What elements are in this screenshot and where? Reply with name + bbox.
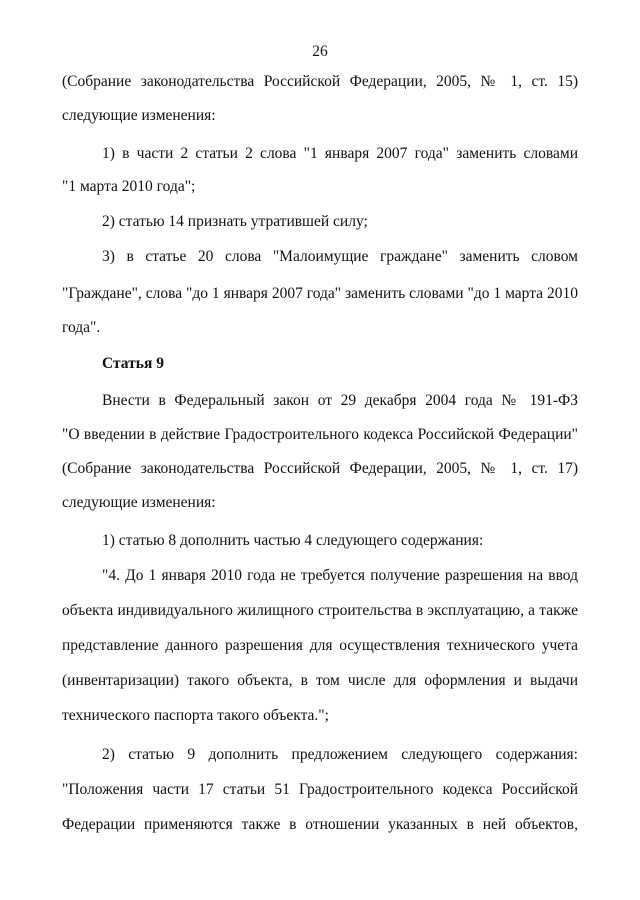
page-number: 26: [312, 43, 328, 60]
text-line: представление данного разрешения для осуществления технического учета: [62, 637, 578, 654]
text-line: технического паспорта такого объекта.";: [62, 707, 329, 724]
text-line: Федерации применяются также в отношении указанных в ней объектов,: [62, 816, 578, 833]
text-line: Внести в Федеральный закон от 29 декабря 2004 года № 191-ФЗ: [102, 392, 578, 409]
text-line: (инвентаризации) такого объекта, в том числе для оформления и выдачи: [62, 672, 578, 689]
text-line: (Собрание законодательства Российской Федерации, 2005, № 1, ст. 17): [62, 460, 578, 477]
text-line: 2) статью 9 дополнить предложением следующего содержания:: [102, 746, 578, 763]
text-line: 2) статью 14 признать утратившей силу;: [102, 213, 368, 230]
text-line: "4. До 1 января 2010 года не требуется получение разрешения на ввод: [102, 567, 578, 584]
text-line: следующие изменения:: [62, 494, 216, 511]
text-line: года".: [62, 319, 101, 336]
text-line: следующие изменения:: [62, 107, 216, 124]
text-line: 1) статью 8 дополнить частью 4 следующего содержания:: [102, 532, 484, 549]
text-line: "О введении в действие Градостроительного кодекса Российской Федерации": [62, 426, 578, 443]
text-line: "1 марта 2010 года";: [62, 178, 196, 195]
text-line: "Положения части 17 статьи 51 Градостроительного кодекса Российской: [62, 781, 578, 798]
text-line: объекта индивидуального жилищного строительства в эксплуатацию, а также: [62, 602, 578, 619]
text-line: (Собрание законодательства Российской Федерации, 2005, № 1, ст. 15): [62, 73, 578, 90]
text-line: "Граждане", слова "до 1 января 2007 года" заменить словами "до 1 марта 2010: [62, 285, 578, 302]
article-heading: Статья 9: [102, 355, 164, 372]
text-line: 1) в части 2 статьи 2 слова "1 января 2007 года" заменить словами: [102, 145, 578, 162]
text-line: 3) в статье 20 слова "Малоимущие граждане" заменить словом: [102, 248, 578, 265]
